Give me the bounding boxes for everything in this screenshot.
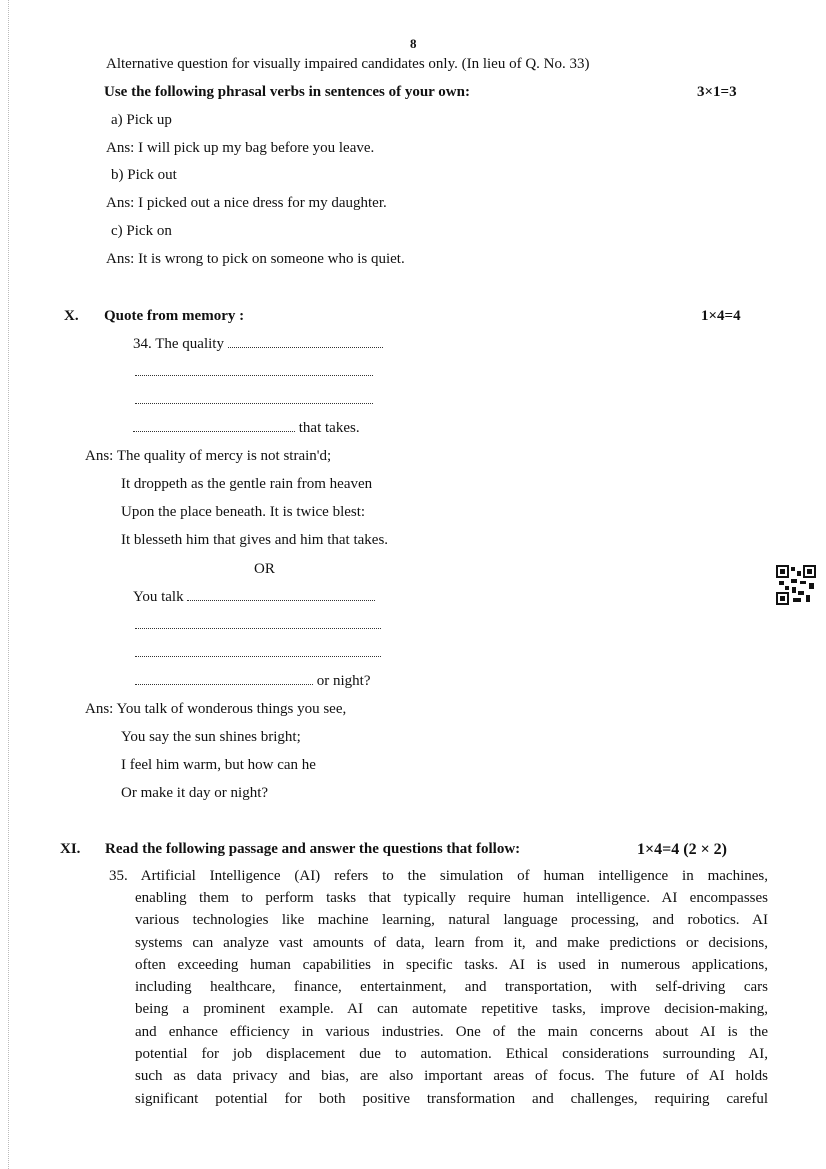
section-xi-marks: 1×4=4 (2 × 2): [637, 841, 728, 858]
qr-code: [776, 565, 816, 605]
ans-line: It blesseth him that gives and him that takes.: [121, 532, 389, 548]
passage-line: being a prominent example. AI can automate repetitive tasks, improve decision-making,: [135, 1001, 768, 1017]
passage-line: systems can analyze vast amounts of data, learn from it, and make predictions or decisions,: [135, 935, 768, 951]
phrasal-marks: 3×1=3: [697, 84, 737, 100]
scan-edge: [8, 0, 10, 1169]
ans-line: Ans: The quality of mercy is not strain'd;: [85, 448, 332, 464]
section-x-title: Quote from memory :: [104, 308, 245, 324]
section-x-marks: 1×4=4: [701, 308, 741, 324]
ans-line: It droppeth as the gentle rain from heaven: [121, 476, 373, 492]
q-alt-start: You talk: [133, 589, 184, 605]
or-label: OR: [254, 561, 275, 577]
ans-line: I feel him warm, but how can he: [121, 757, 316, 773]
blank-line: [135, 618, 381, 629]
passage-line: enabling them to perform tasks that typically require human intelligence. AI encompasses: [135, 890, 768, 906]
passage-line: including healthcare, finance, entertainment, and transportation, with self-driving cars: [135, 979, 768, 995]
phrasal-ans: Ans: I will pick up my bag before you leave.: [106, 140, 375, 156]
blank-line: [228, 337, 383, 348]
section-x-number: X.: [64, 308, 79, 324]
phrasal-ans: Ans: It is wrong to pick on someone who is quiet.: [106, 251, 405, 267]
blank-line: [135, 674, 313, 685]
section-xi-number: XI.: [60, 841, 81, 857]
passage-line: and enhance efficiency in various industries. One of the main concerns about AI is the: [135, 1024, 768, 1040]
blank-line: [135, 365, 373, 376]
q34-start: 34. The quality: [133, 336, 224, 352]
q-alt-end: or night?: [316, 673, 371, 689]
section-xi-title: Read the following passage and answer the questions that follow:: [105, 841, 521, 857]
blank-line: [135, 646, 381, 657]
q34-end: that takes.: [298, 420, 360, 436]
phrasal-q: c) Pick on: [111, 223, 172, 239]
ans-line: You say the sun shines bright;: [121, 729, 301, 745]
blank-line: [135, 393, 373, 404]
passage-line: significant potential for both positive transformation and challenges, requiring careful: [135, 1091, 768, 1107]
ans-line: Ans: You talk of wonderous things you see,: [85, 701, 347, 717]
alt-note: Alternative question for visually impaired candidates only. (In lieu of Q. No. 33): [106, 56, 590, 72]
phrasal-instruction: Use the following phrasal verbs in sentences of your own:: [104, 84, 470, 100]
phrasal-q: b) Pick out: [111, 167, 177, 183]
blank-line: [187, 590, 375, 601]
phrasal-q: a) Pick up: [111, 112, 172, 128]
blank-line: [133, 421, 295, 432]
phrasal-ans: Ans: I picked out a nice dress for my daughter.: [106, 195, 387, 211]
ans-line: Upon the place beneath. It is twice blest:: [121, 504, 366, 520]
passage-line: 35. Artificial Intelligence (AI) refers to the simulation of human intelligence in machines,: [109, 868, 768, 884]
page-number: 8: [410, 36, 417, 51]
ans-line: Or make it day or night?: [121, 785, 269, 801]
passage-line: often exceeding human capabilities in specific tasks. AI is used in numerous applications,: [135, 957, 768, 973]
passage-line: potential for job displacement due to automation. Ethical considerations surrounding AI,: [135, 1046, 768, 1062]
passage-line: various technologies like machine learning, natural language processing, and robotics. AI: [135, 912, 768, 928]
passage-line: such as data privacy and bias, are also important areas of focus. The future of AI holds: [135, 1068, 768, 1084]
